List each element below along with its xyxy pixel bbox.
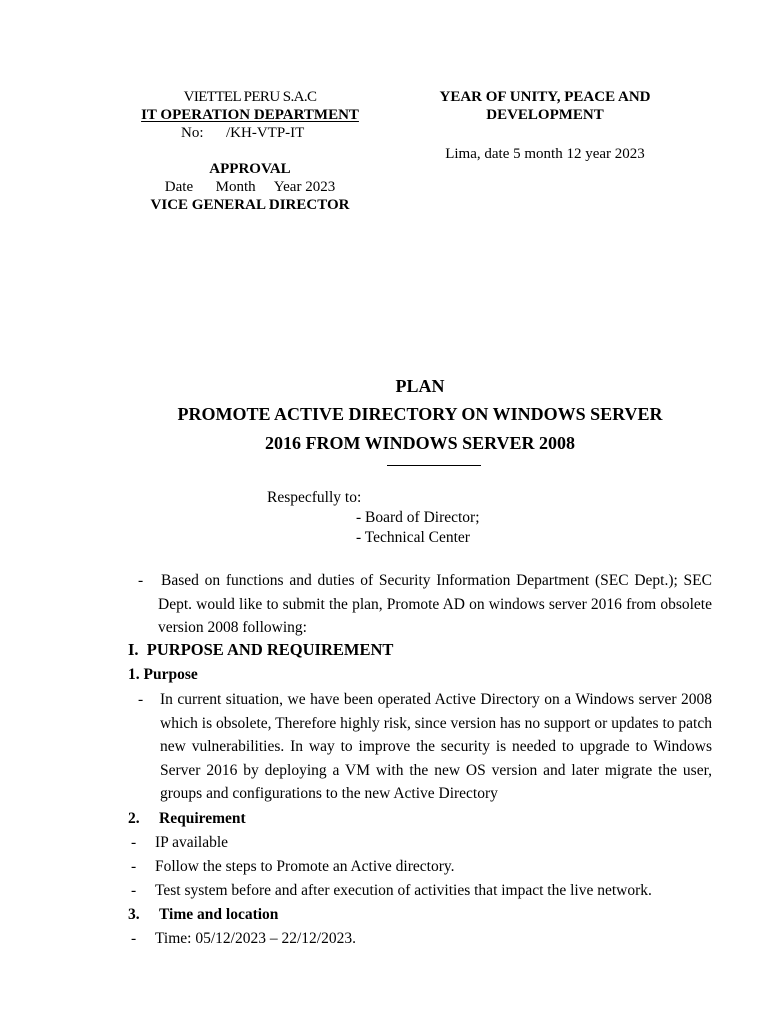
recipient-item: - Board of Director; — [356, 509, 480, 526]
purpose-paragraph: In current situation, we have been operated Active Directory on a Windows server 2008 which is obsolete, Therefore highly risk, since version has no support or updates to patch new vulnerabilities. In way to improve the security is needed to upgrade to Windows Server 2016 by deploying a VM with the new OS version and later migrate the user, groups and configurations to the new Active Directory — [160, 691, 712, 802]
title-underline-rule — [387, 465, 481, 466]
purpose-heading: 1. Purpose — [128, 666, 198, 683]
document-number: No: /KH-VTP-IT — [181, 125, 305, 141]
department-name-text: IT OPERATION DEPARTMENT — [141, 107, 359, 123]
time-location-number: 3. — [128, 906, 140, 923]
list-dash: - — [131, 834, 137, 851]
plan-subtitle-line-2: 2016 FROM WINDOWS SERVER 2008 — [264, 433, 576, 453]
place-date: Lima, date 5 month 12 year 2023 — [445, 146, 645, 162]
intro-paragraph: Based on functions and duties of Security Information Department (SEC Dept.); SEC Dept. would like to submit the plan, Promote AD on windows server 2016 from obsolete version 2008 following: — [158, 572, 712, 636]
time-location-heading: Time and location — [159, 906, 279, 923]
plan-subtitle-line-1: PROMOTE ACTIVE DIRECTORY ON WINDOWS SERVER — [177, 404, 663, 424]
recipient-item: - Technical Center — [356, 529, 470, 546]
requirement-item: IP available — [155, 834, 229, 851]
approval-date: Date Month Year 2023 — [164, 179, 336, 195]
requirement-item: Test system before and after execution of activities that impact the live network. — [155, 882, 652, 899]
list-dash: - — [138, 572, 144, 589]
motto-line-2: DEVELOPMENT — [486, 107, 604, 123]
requirement-item: Follow the steps to Promote an Active directory. — [155, 858, 455, 875]
recipients-intro: Respecfully to: — [267, 489, 362, 506]
list-dash: - — [131, 858, 137, 875]
department-name — [120, 106, 380, 124]
section-heading: I. PURPOSE AND REQUIREMENT — [128, 640, 394, 659]
time-item: Time: 05/12/2023 – 22/12/2023. — [155, 930, 356, 947]
list-dash: - — [131, 930, 137, 947]
list-dash: - — [131, 882, 137, 899]
approval-label: APPROVAL — [209, 161, 291, 177]
requirement-number: 2. — [128, 810, 140, 827]
list-dash: - — [138, 691, 144, 708]
plan-title: PLAN — [395, 376, 445, 396]
requirement-heading: Requirement — [159, 810, 246, 827]
signatory-title: VICE GENERAL DIRECTOR — [150, 197, 350, 213]
company-name: VIETTEL PERU S.A.C — [183, 89, 317, 105]
motto-line-1: YEAR OF UNITY, PEACE AND — [439, 89, 651, 105]
